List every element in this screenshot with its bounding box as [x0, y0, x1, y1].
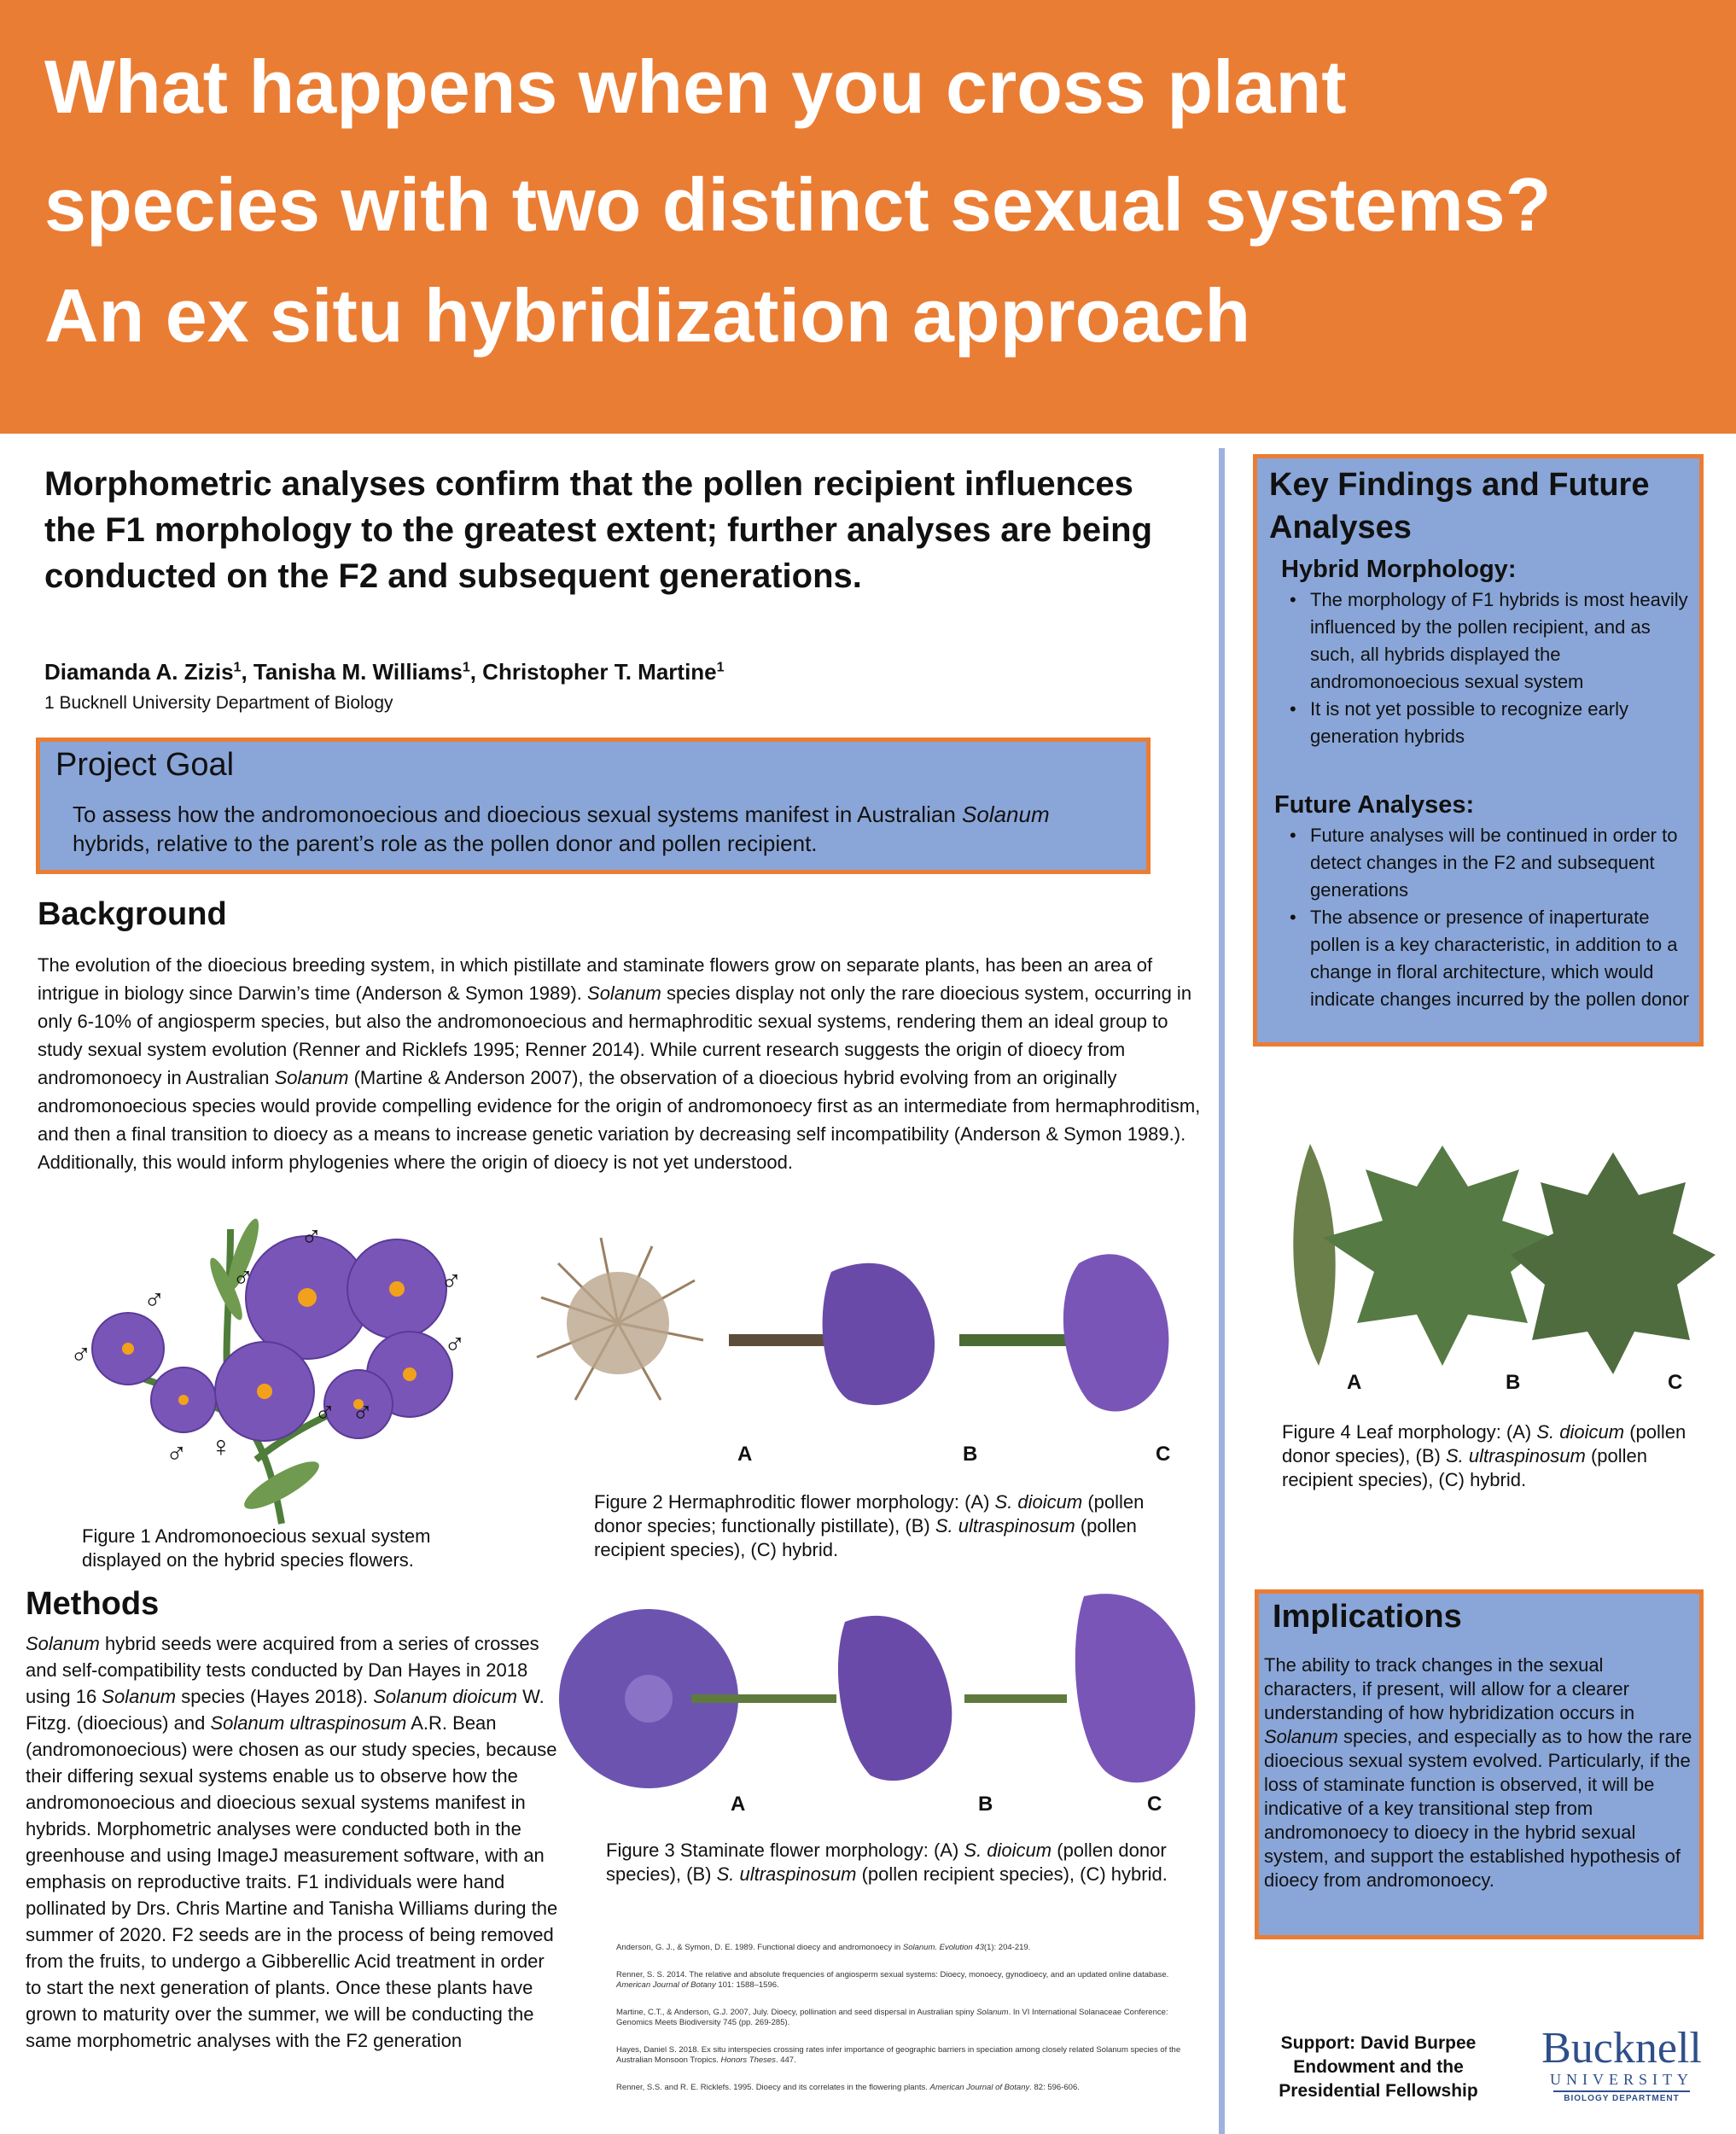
reference-item: Martine, C.T., & Anderson, G.J. 2007, July. Dioecy, pollination and seed dispersal in Australian spiny Solanum. In VI International Solanaceae Conference: Genomics Meets Biodiversity 745 (pp. 269-285). [616, 2008, 1168, 2027]
background-text: The evolution of the dioecious breeding system, in which pistillate and staminate flowers grow on separate plants, has been an area of intrigue in biology since Darwin’s time (Anderson & Symon 1989). Solanum species display not only the rare dioecious system, occurring in only 6-10% of angiosperm species, but also the andromonoecious and hermaphroditic sexual systems, rendering them an ideal group to study sexual system evolution (Renner and Ricklefs 1995; Renner 2014). While current research suggests the origin of dioecy from andromonoecy in Australian Solanum (Martine & Anderson 2007), the observation of a dioecious hybrid evolving from an originally andromonoecious species would provide compelling evidence for the origin of andromonoecy first as an intermediate from hermaphroditism, and then a final transition to dioecy as a means to increase genetic variation by decreasing self incompatibility (Anderson & Symon 1989.). Additionally, this would inform phylogenies where the origin of dioecy is not yet understood. [38, 954, 1201, 1173]
implications-text: The ability to track changes in the sexual characters, if present, will allow for a clearer understanding of how hybridization occurs in Solanum species, and especially as to how the rare dioecious sexual system evolved. Particularly, if the loss of staminate function is observed, it will be indicative of a key transitional step from andromonoecy to dioecy in the hybrid sexual system, and support the established hypothesis of dioecy from andromonoecy. [1264, 1654, 1692, 1891]
female-symbol-icon: ♀ [210, 1431, 232, 1463]
male-symbol-icon: ♂ [314, 1396, 336, 1429]
title-line-1: What happens when you cross plant [44, 44, 1347, 129]
support-text: Support: David Burpee Endowment and the Presidential Fellowship [1279, 2033, 1478, 2101]
male-symbol-icon: ♂ [444, 1328, 466, 1361]
bucknell-logo [1536, 2026, 1707, 2103]
project-goal-text: To assess how the andromonoecious and dioecious sexual systems manifest in Australian Solanum hybrids, relative to the parent’s role as the pollen donor and pollen recipient. [73, 802, 1050, 856]
hybrid-morphology-list [1290, 586, 1691, 750]
list-item: • It is not yet possible to recognize early generation hybrids [1290, 698, 1628, 747]
list-item: • The morphology of F1 hybrids is most heavily influenced by the pollen recipient, and as such, all hybrids displayed the andromonoecious sexual system [1290, 589, 1688, 692]
figure-3-image [555, 1579, 1203, 1801]
methods-title: Methods [26, 1586, 160, 1622]
implications-box [1255, 1589, 1704, 1939]
figure-3-label-a: A [731, 1793, 746, 1816]
male-symbol-icon: ♂ [300, 1221, 323, 1253]
figure-3-label-b: B [978, 1793, 993, 1816]
figure-2-label-c: C [1156, 1443, 1171, 1466]
methods-text: Solanum hybrid seeds were acquired from a series of crosses and self-compatibility tests conducted by Dan Hayes in 2018 using 16 Solanum species (Hayes 2018). Solanum dioicum W. Fitzg. (dioecious) and Solanum ultraspinosum A.R. Bean (andromonoecious) were chosen as our study species, because their differing sexual systems enable us to observe how the andromonoecious and dioecious sexual systems manifest in hybrids. Morphometric analyses were conducted both in the greenhouse and using ImageJ measurement software, with an emphasis on reproductive traits. F1 individuals were hand pollinated by Drs. Chris Martine and Tanisha Williams during the summer of 2020. F2 seeds are in the process of being removed from the fruits, to undergo a Gibberellic Acid treatment in order to start the next generation of plants. Once these plants have grown to maturity over the summer, we will be conducting the same morphometric analyses with the F2 generation [26, 1633, 558, 2051]
key-findings-title: Key Findings and Future Analyses [1269, 467, 1650, 545]
figure-2-label-a: A [737, 1443, 753, 1466]
figure-1-image [60, 1204, 504, 1528]
headline: Morphometric analyses confirm that the pollen recipient influences the F1 morphology to the greatest extent; further analyses are being conducted on the F2 and subsequent generations. [44, 465, 1153, 595]
title-line-3: An ex situ hybridization approach [44, 273, 1251, 358]
affiliation: 1 Bucknell University Department of Biology [44, 693, 393, 713]
figure-4-image [1272, 1135, 1716, 1374]
list-item: • The absence or presence of inaperturate pollen is a key characteristic, in addition to a change in floral architecture, which would indicate changes incurred by the pollen donor [1290, 907, 1689, 1010]
figure-3-label-c: C [1147, 1793, 1162, 1816]
references [616, 1943, 1197, 2110]
figure-3-caption: Figure 3 Staminate flower morphology: (A) S. dioicum (pollen donor species), (B) S. ultraspinosum (pollen recipient species), (C) hybrid. [606, 1840, 1168, 1885]
reference-item: Hayes, Daniel S. 2018. Ex situ interspecies crossing rates infer importance of geographic barriers in speciation among closely related Solanum species of the Australian Monsoon Tropics. Honors Theses. 447. [616, 2045, 1181, 2065]
logo-university: UNIVERSITY [1550, 2071, 1693, 2088]
author-2: Tanisha M. Williams [253, 659, 463, 685]
reference-item: Renner, S.S. and R. E. Ricklefs. 1995. Dioecy and its correlates in the flowering plants. American Journal of Botany. 82: 596-606. [616, 2083, 1080, 2092]
male-symbol-icon: ♂ [232, 1262, 254, 1294]
logo-department: BIOLOGY DEPARTMENT [1553, 2090, 1690, 2103]
figure-4-label-b: B [1506, 1371, 1521, 1394]
figure-4-caption: Figure 4 Leaf morphology: (A) S. dioicum (pollen donor species), (B) S. ultraspinosum (pollen recipient species), (C) hybrid. [1282, 1421, 1686, 1490]
male-symbol-icon: ♂ [143, 1284, 166, 1316]
figure-1-caption: Figure 1 Andromonoecious sexual system displayed on the hybrid species flowers. [82, 1525, 431, 1571]
male-symbol-icon: ♂ [352, 1396, 374, 1429]
figure-2-caption: Figure 2 Hermaphroditic flower morphology: (A) S. dioicum (pollen donor species; functionally pistillate), (B) S. ultraspinosum (pollen recipient species), (C) hybrid. [594, 1491, 1145, 1560]
authors: Diamanda A. Zizis$^1$, Tanisha M. Williams$^1$, Christopher T. Martine$^1$ [44, 659, 725, 685]
project-goal-box [36, 738, 1151, 874]
project-goal-title: Project Goal [55, 747, 235, 783]
reference-item: Renner, S. S. 2014. The relative and absolute frequencies of angiosperm sexual systems: Dioecy, monoecy, gynodioecy, and an updated online database. American Journal of Botany 101: 1588–1596. [616, 1970, 1169, 1990]
column-divider [1219, 448, 1225, 2134]
title-line-2: species with two distinct sexual systems? [44, 162, 1552, 247]
future-analyses-heading: Future Analyses: [1274, 791, 1475, 819]
figure-4-label-c: C [1668, 1371, 1683, 1394]
reference-item: Anderson, G. J., & Symon, D. E. 1989. Functional dioecy and andromonoecy in Solanum. Evolution 43(1): 204-219. [616, 1943, 1031, 1952]
figure-2-image [524, 1212, 1173, 1434]
figure-2-label-b: B [963, 1443, 978, 1466]
logo-wordmark: Bucknell [1541, 2024, 1702, 2073]
hybrid-morphology-heading: Hybrid Morphology: [1281, 556, 1517, 583]
male-symbol-icon: ♂ [440, 1265, 463, 1297]
poster-header [0, 0, 1736, 434]
author-3: Christopher T. Martine [482, 659, 717, 685]
key-findings-box [1253, 454, 1704, 1047]
author-1: Diamanda A. Zizis [44, 659, 234, 685]
future-analyses-list [1290, 822, 1691, 1013]
male-symbol-icon: ♂ [166, 1437, 188, 1470]
male-symbol-icon: ♂ [70, 1338, 92, 1371]
figure-4-label-a: A [1347, 1371, 1362, 1394]
implications-title: Implications [1273, 1599, 1462, 1635]
list-item: • Future analyses will be continued in order to detect changes in the F2 and subsequent generations [1290, 825, 1678, 901]
background-title: Background [38, 896, 227, 932]
